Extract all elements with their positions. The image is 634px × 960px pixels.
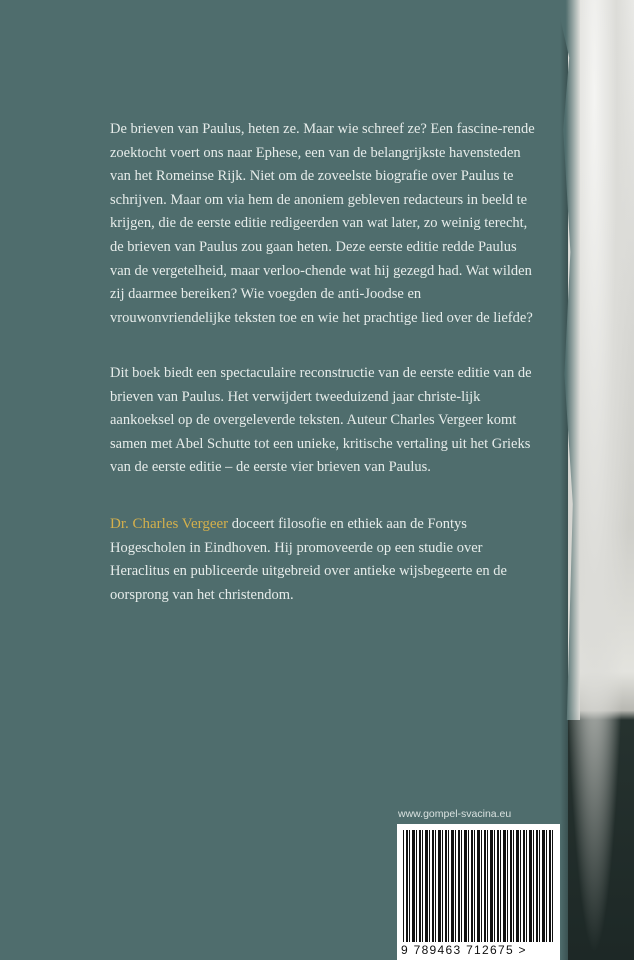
author-bio-text: doceert filosofie en ethiek aan de Fontys Hogescholen in Eindhoven. Hij promoveerde op een studie over Heraclitus en publiceerde uitgebreid over antieke wijsbegeerte en de oorsprong van het christendom. bbox=[110, 516, 507, 603]
barcode-number: 9 789463 712675 > bbox=[401, 942, 557, 958]
blurb-paragraph-1: De brieven van Paulus, heten ze. Maar wie schreef ze? Een fascine-rende zoektocht voert ons naar Ephese, een van de belangrijkste havensteden van het Romeinse Rijk. Niet om de zoveelste biografie over Paulus te schrijven. Maar om via hem de anoniem gebleven redacteurs in beeld te krijgen, die de eerste editie redigeerden van wat later, zo weinig terecht, de brieven van Paulus zou gaan heten. Deze eerste editie redde Paulus van de vergetelheid, maar verloo-chende wat hij gezegd had. Wat wilden zij daarmee bereiken? Wie voegden de anti-Joodse en vrouwonvriendelijke teksten toe en wie het prachtige lied over de liefde? bbox=[110, 121, 535, 326]
publisher-website: www.gompel-svacina.eu bbox=[398, 808, 512, 820]
isbn-barcode bbox=[397, 824, 560, 960]
author-bio bbox=[110, 513, 540, 607]
blurb-paragraph-2: Dit boek biedt een spectaculaire reconstructie van de eerste editie van de brieven van Paulus. Het verwijdert tweeduizend jaar christe-lijk aankoeksel op de overgeleverde teksten. Auteur Charles Vergeer komt samen met Abel Schutte tot een unieke, kritische vertaling uit het Grieks van de eerste editie – de eerste vier brieven van Paulus. bbox=[110, 365, 532, 476]
barcode-bars bbox=[403, 830, 553, 942]
author-name: Dr. Charles Vergeer bbox=[110, 516, 229, 532]
